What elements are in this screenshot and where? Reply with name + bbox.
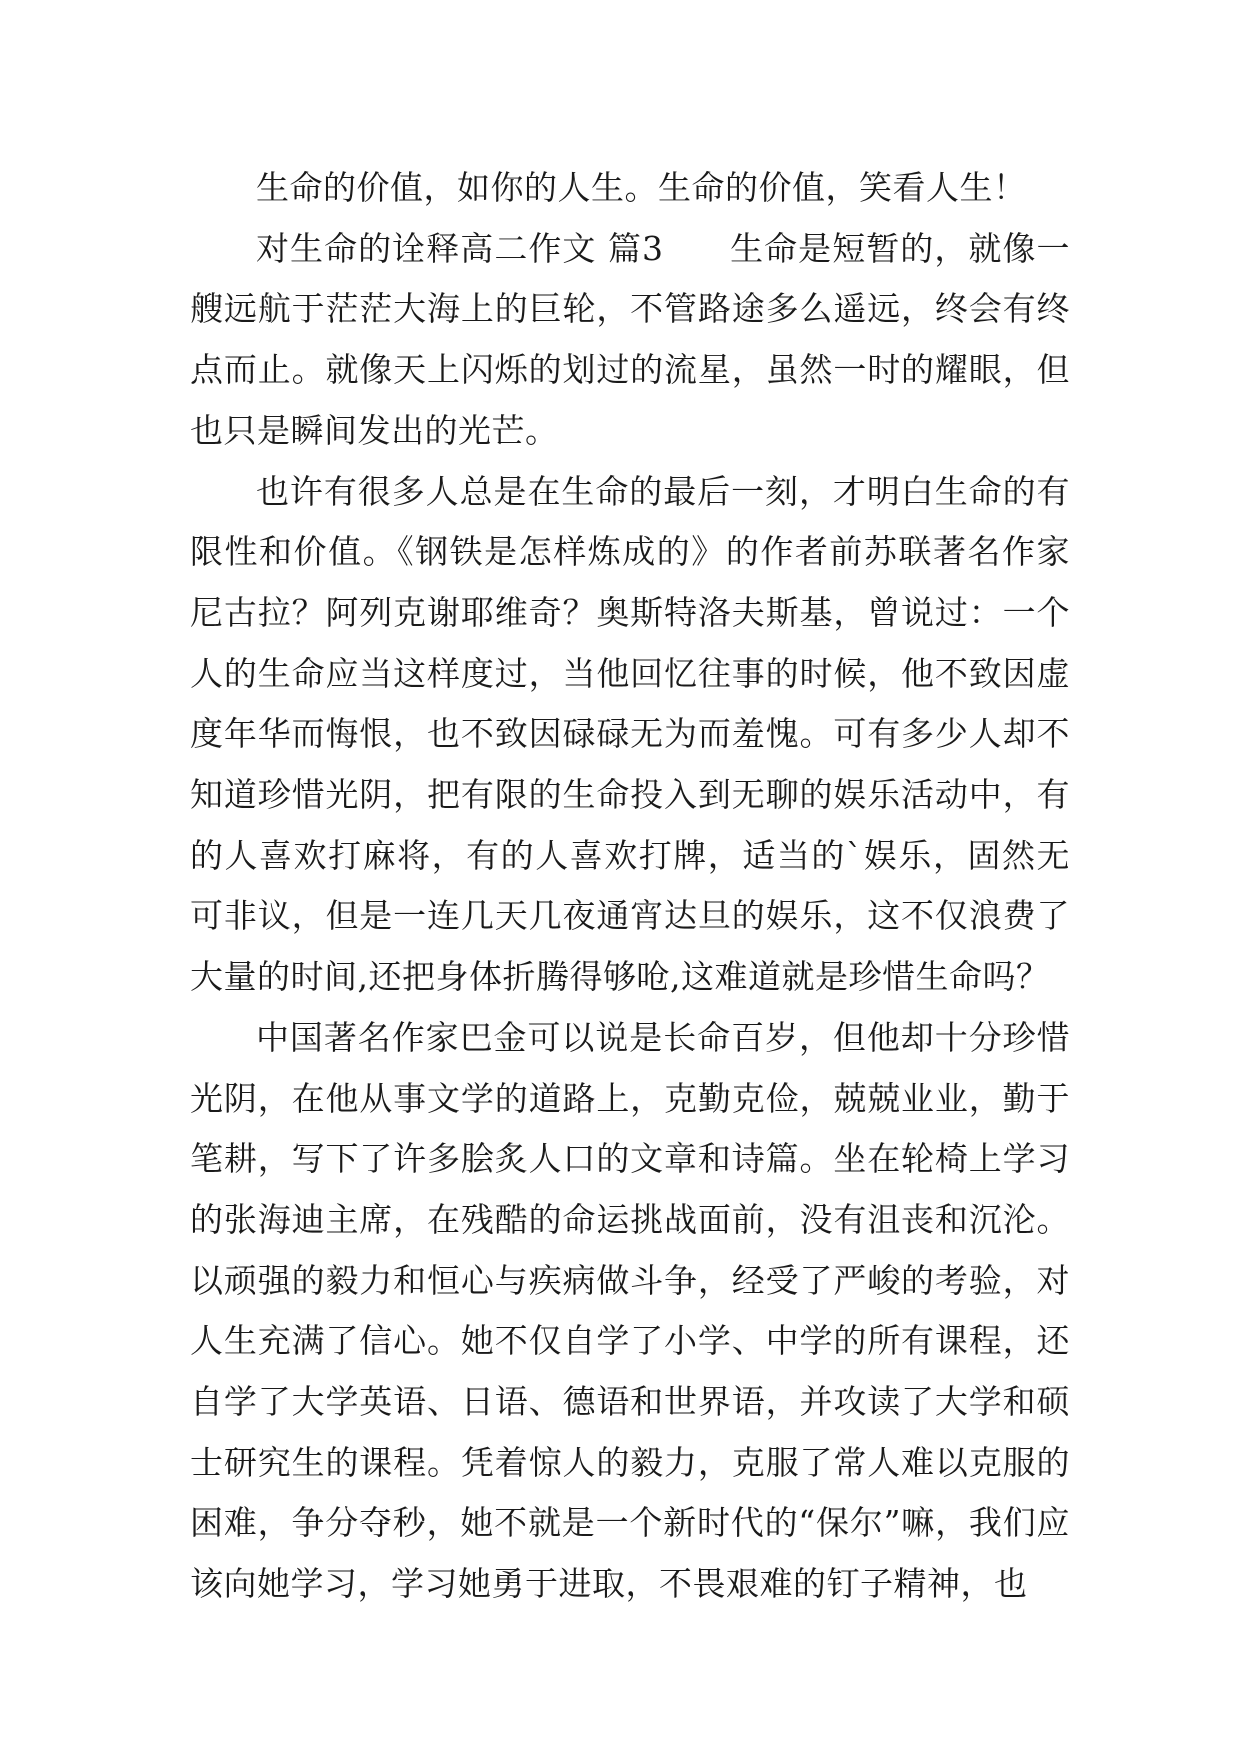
- paragraph-3: [190, 462, 1070, 1008]
- paragraph-4: [190, 1008, 1070, 1615]
- section-heading: 对生命的诠释高二作文 篇3: [256, 228, 664, 268]
- paragraph-2: [190, 219, 1070, 462]
- paragraph-2-text: 生命是短暂的，就像一艘远航于茫茫大海上的巨轮，不管路途多么遥远，终会有终点而止。就像天上闪烁的划过的流星，虽然一时的耀眼，但也只是瞬间发出的光芒。: [190, 228, 1070, 450]
- paragraph-1: [190, 158, 1070, 219]
- paragraph-4-text: 中国著名作家巴金可以说是长命百岁，但他却十分珍惜光阴，在他从事文学的道路上，克勤克俭，兢兢业业，勤于笔耕，写下了许多脍炙人口的文章和诗篇。坐在轮椅上学习的张海迪主席，在残酷的命运挑战面前，没有沮丧和沉沦。以顽强的毅力和恒心与疾病做斗争，经受了严峻的考验，对人生充满了信心。她不仅自学了小学、中学的所有课程，还自学了大学英语、日语、德语和世界语，并攻读了大学和硕士研究生的课程。凭着惊人的毅力，克服了常人难以克服的困难，争分夺秒，她不就是一个新时代的“保尔”嘛，我们应该向她学习，学习她勇于进取，不畏艰难的钉子精神，也: [190, 1017, 1070, 1604]
- paragraph-3-text: 也许有很多人总是在生命的最后一刻，才明白生命的有限性和价值。《钢铁是怎样炼成的》的作者前苏联著名作家尼古拉？阿列克谢耶维奇？奥斯特洛夫斯基，曾说过：一个人的生命应当这样度过，当他回忆往事的时候，他不致因虚度年华而悔恨，也不致因碌碌无为而羞愧。可有多少人却不知道珍惜光阴，把有限的生命投入到无聊的娱乐活动中，有的人喜欢打麻将，有的人喜欢打牌，适当的`娱乐，固然无可非议，但是一连几天几夜通宵达旦的娱乐，这不仅浪费了大量的时间,还把身体折腾得够呛,这难道就是珍惜生命吗？: [190, 471, 1070, 997]
- paragraph-1-text: 生命的价值，如你的人生。生命的价值，笑看人生！: [256, 168, 1027, 207]
- document-body: [190, 158, 1070, 1615]
